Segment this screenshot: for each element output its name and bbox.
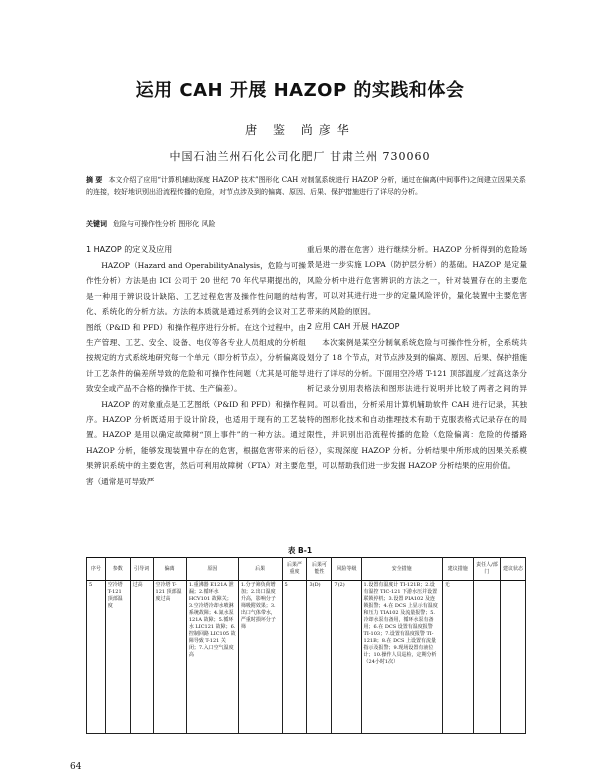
section-heading-2: 2 应用 CAH 开展 HAZOP bbox=[307, 322, 400, 332]
table-cell: 5 bbox=[282, 581, 307, 734]
table-cell: 5 bbox=[87, 581, 106, 734]
table-cell: 无 bbox=[442, 581, 473, 734]
table-header-cell: 序号 bbox=[87, 558, 106, 581]
table-caption: 表 B-1 bbox=[287, 546, 313, 555]
table-header-cell: 后果可能性 bbox=[307, 558, 332, 581]
table-header-cell: 引导词 bbox=[130, 558, 153, 581]
table-header-cell: 偏离 bbox=[153, 558, 186, 581]
right-column bbox=[307, 242, 527, 474]
table-header-cell: 安全措施 bbox=[361, 558, 442, 581]
keywords-label: 关键词 bbox=[86, 219, 107, 228]
keywords-text: 危险与可操作性分析 图形化 风险 bbox=[113, 220, 216, 228]
paragraph: HAZOP（Hazard and OperabilityAnalysis，危险与可操作性分析）方法是由 ICI 公司于 20 世纪 70 年代早期提出的，是一种用于辨识设计缺陷、工艺过程危害及操作性问题的结构化、系统化的分析方法。方法的本质就是通过系列的会议对工艺图纸（P&ID 和 PFD）和操作程序进行分析。在这个过程中，由生产管理、工艺、安全、设备、电仪等各专业人员组成的分析组按规定的方式系统地研究每一个单元（即分析节点），分析偏离设计工艺条件的偏差所导致的危险和可操作性问题（尤其是可能导致安全或产品不合格的操作干扰、生产偏差）。 bbox=[86, 261, 306, 394]
table-cell bbox=[473, 581, 500, 734]
paper-authors: 唐 鉴 尚彦华 bbox=[245, 123, 355, 137]
left-column bbox=[86, 242, 306, 489]
table-cell: 7(2) bbox=[332, 581, 361, 734]
table-header-cell: 原因 bbox=[186, 558, 238, 581]
table-cell: 空冷塔 T-121 顶部温度 bbox=[105, 581, 130, 734]
hazop-table bbox=[86, 557, 526, 734]
paragraph: 本次案例是某空分制氧系统危险与可操作性分析，全系统共划分了 18 个节点，对节点涉及到的偏离、原因、后果、保护措施进行了详尽的分析。下面用空冷塔 T-121 顶部温度／过高这条分析记录分别用表格法和图形法进行说明并比较了两者之间的异同。可以看出，分析采用计算机辅助软件 CAH 进行记录，其独特的图形化技术和自动推理技术有助于克服表格式记录存在的局限性，并识别出沿流程传播的危险（危险偏离：危险的传播路径），实现深度 HAZOP 分析。分析结果中所形成的因果关系模型，可以帮助我们进一步发掘 HAZOP 分析结果的应用价值。 bbox=[307, 338, 527, 471]
table-header-cell: 建议状态 bbox=[500, 558, 525, 581]
table-cell: 1.分子筛负荷增加；2.出口温度升高，影响分子筛吸附效果；3.出口气体带水，严重时损坏分子筛 bbox=[238, 581, 282, 734]
keywords bbox=[86, 219, 526, 229]
table-header-cell: 风险等级 bbox=[332, 558, 361, 581]
table-row bbox=[87, 581, 526, 734]
page-number: 64 bbox=[70, 762, 82, 772]
abstract bbox=[86, 174, 526, 198]
paper-affiliation: 中国石油兰州石化公司化肥厂 甘肃兰州 730060 bbox=[169, 150, 431, 163]
table-header-cell: 后果 bbox=[238, 558, 282, 581]
table-header-cell: 建议措施 bbox=[442, 558, 473, 581]
table-header-row bbox=[87, 558, 526, 581]
table-header-cell: 后果严重度 bbox=[282, 558, 307, 581]
abstract-label: 摘 要 bbox=[86, 175, 103, 184]
table-header-cell: 参数 bbox=[105, 558, 130, 581]
table-cell: 1.重沸器 E121A 泄漏；2.循环水 HCV101 故障关；3.空冷塔冷却水喷淋系统故障；4.氮水泵 121A 故障；5.循环水 LIC121 故障；6.控制回路 LIC105 故障导致 T-121 关闭；7.入口空气温度高 bbox=[186, 581, 238, 734]
paper-title: 运用 CAH 开展 HAZOP 的实践和体会 bbox=[135, 80, 465, 101]
abstract-text: 本文介绍了应用“计算机辅助深度 HAZOP 技术”图形化 CAH 对制氢系统进行 HAZOP 分析，通过在偏离(中间事件)之间建立因果关系的连接，较好地识别出沿流程传播的危险，对节点涉及到的偏离、原因、后果、保护措施进行了详尽的分析。 bbox=[86, 176, 526, 196]
section-heading-1: 1 HAZOP 的定义及应用 bbox=[86, 245, 173, 254]
paragraph: 重后果的潜在危害）进行继续分析。HAZOP 分析得到的危险场景是进一步实施 LOPA（防护层分析）的基础。HAZOP 是定量风险分析中进行危害辨识的方法之一，针对装置存在的主要危害，可以对其进行进一步的定量风险评价，量化装置中主要危害带来的风险的原因。 bbox=[307, 245, 527, 316]
table-header-cell: 责任人/部门 bbox=[473, 558, 500, 581]
table-cell bbox=[500, 581, 525, 734]
paragraph: HAZOP 的对象重点是工艺图纸（P&ID 和 PFD）和操作程序。HAZOP 分析既适用于设计阶段，也适用于现有的工艺装置。HAZOP 是用以确定故障树“顶上事件”的一种方法。通过 HAZOP 分析，能够发现装置中存在的危害，根据危害带来的后果辨识系统中的主要危害，然后可利用故障树（FTA）对主要危害（通常是可导致严 bbox=[86, 399, 306, 486]
table-cell: 空冷塔 T-121 顶部温度过高 bbox=[153, 581, 186, 734]
table-cell: 3(D) bbox=[307, 581, 332, 734]
table-cell: 过高 bbox=[130, 581, 153, 734]
table-cell: 1.设置有温度计 TI-121B；2.设有温控 TIC-121 下游水压并设置联锁停机；3.设置 PIA102 及连锁报警；4.在 DCS 上显示有温度和压力 TIA102 及流量报警；5.冷却水泵有备用，循环水泵有备用；6.在 DCS 设置有温度报警 TI-103；7.设置有温度报警 TI-121B；8.在 DCS 上设置有流量指示及报警；9.现场设置有液位计；10.操作人员巡检，定期分析（24小时1次） bbox=[361, 581, 442, 734]
